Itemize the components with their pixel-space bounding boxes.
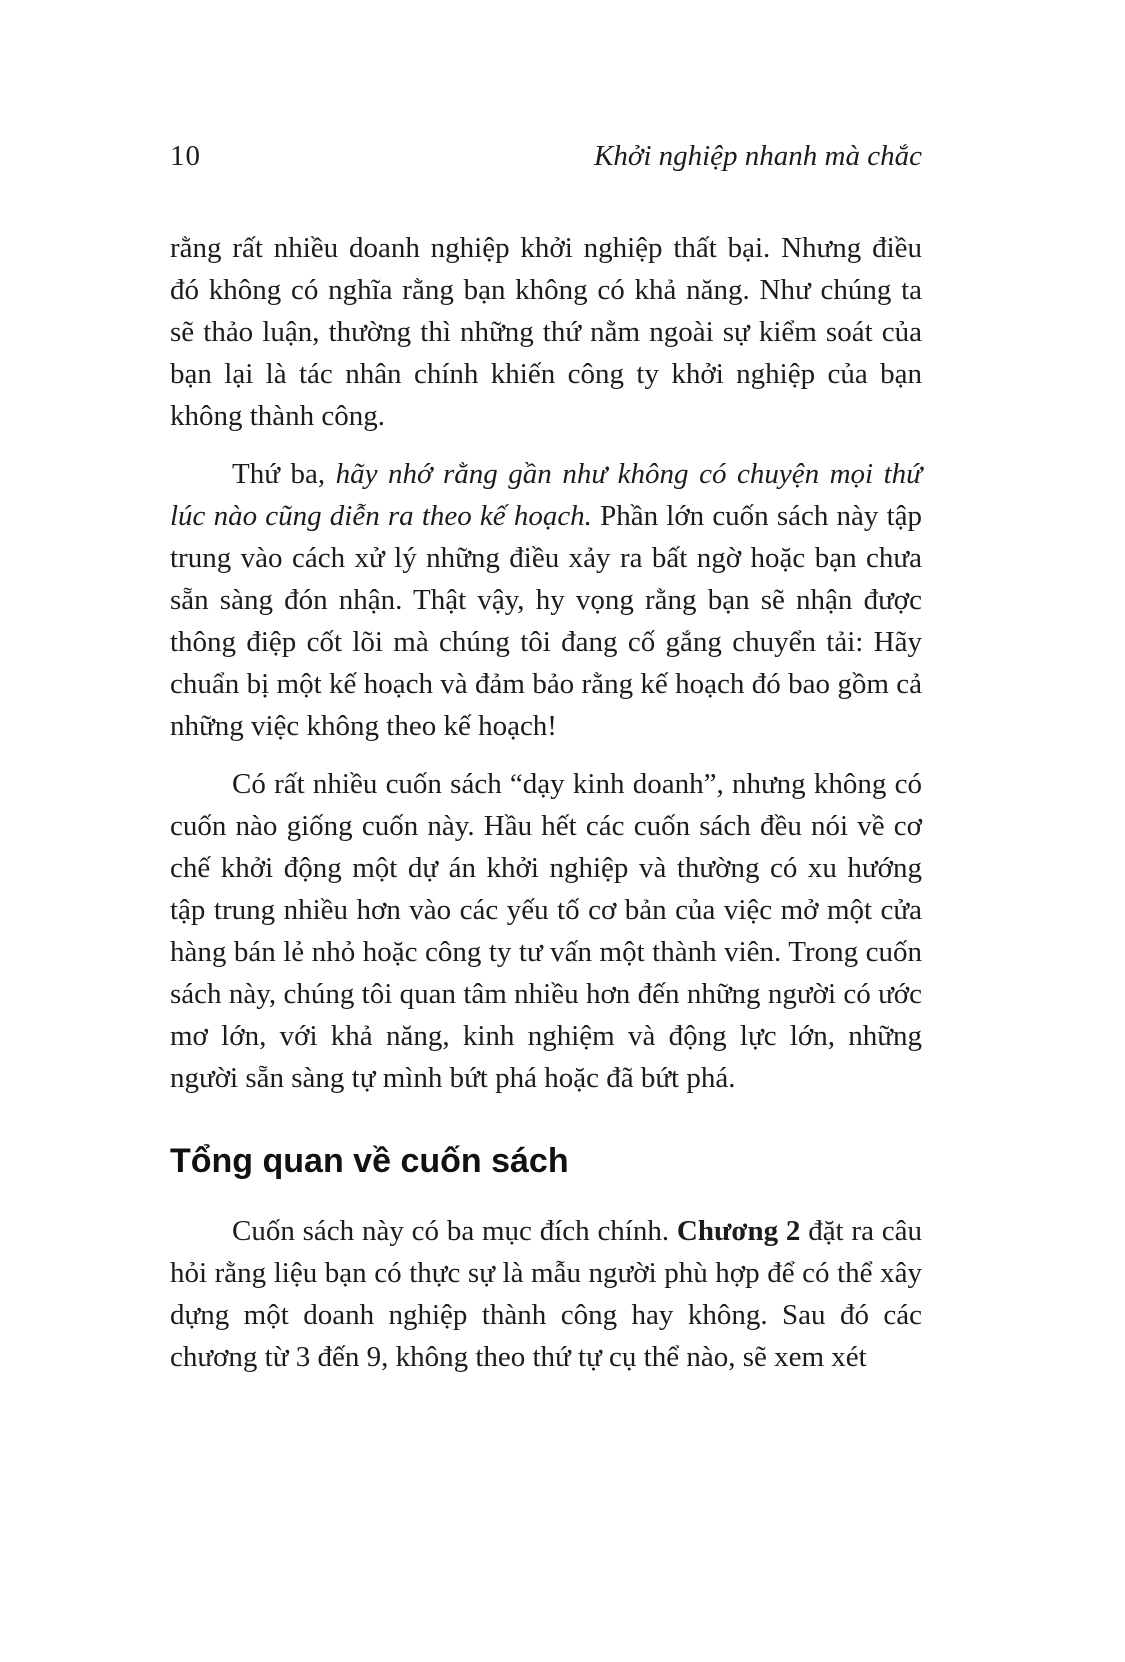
text-run-bold: Chương 2 [676, 1214, 801, 1247]
text-run: Cuốn sách này có ba mục đích chính. [232, 1214, 677, 1247]
text-run: Thứ ba, [232, 458, 336, 490]
paragraph [170, 227, 922, 437]
paragraph [170, 453, 922, 747]
page-header [170, 140, 922, 173]
text-run: Phần lớn cuốn sách này tập trung vào cách xử lý những điều xảy ra bất ngờ hoặc bạn chưa sẵn sàng đón nhận. Thật vậy, hy vọng rằng bạn sẽ nhận được thông điệp cốt lõi mà chúng tôi đang cố gắng chuyển tải: Hãy chuẩn bị một kế hoạch và đảm bảo rằng kế hoạch đó bao gồm cả những việc không theo kế hoạch! [170, 500, 922, 742]
paragraph [170, 1210, 922, 1378]
section-heading: Tổng quan về cuốn sách [170, 1142, 569, 1180]
page-number: 10 [170, 140, 201, 172]
running-title: Khởi nghiệp nhanh mà chắc [594, 140, 922, 172]
paragraph [170, 763, 922, 1099]
text-run: Có rất nhiều cuốn sách “dạy kinh doanh”, nhưng không có cuốn nào giống cuốn này. Hầu hết các cuốn sách đều nói về cơ chế khởi động một dự án khởi nghiệp và thường có xu hướng tập trung nhiều hơn vào các yếu tố cơ bản của việc mở một cửa hàng bán lẻ nhỏ hoặc công ty tư vấn một thành viên. Trong cuốn sách này, chúng tôi quan tâm nhiều hơn đến những người có ước mơ lớn, với khả năng, kinh nghiệm và động lực lớn, những người sẵn sàng tự mình bứt phá hoặc đã bứt phá. [170, 768, 922, 1094]
text-run-italic: hãy nhớ rằng gần như không có chuyện mọi thứ lúc nào cũng diễn ra theo kế hoạch. [170, 458, 922, 532]
text-run: đặt ra câu hỏi rằng liệu bạn có thực sự là mẫu người phù hợp để có thể xây dựng một doanh nghiệp thành công hay không. Sau đó các chương từ 3 đến 9, không theo thứ tự cụ thể nào, sẽ xem xét [170, 1214, 922, 1373]
page-content [170, 227, 922, 1378]
text-run: rằng rất nhiều doanh nghiệp khởi nghiệp thất bại. Nhưng điều đó không có nghĩa rằng bạn không có khả năng. Như chúng ta sẽ thảo luận, thường thì những thứ nằm ngoài sự kiểm soát của bạn lại là tác nhân chính khiến công ty khởi nghiệp của bạn không thành công. [170, 232, 922, 432]
